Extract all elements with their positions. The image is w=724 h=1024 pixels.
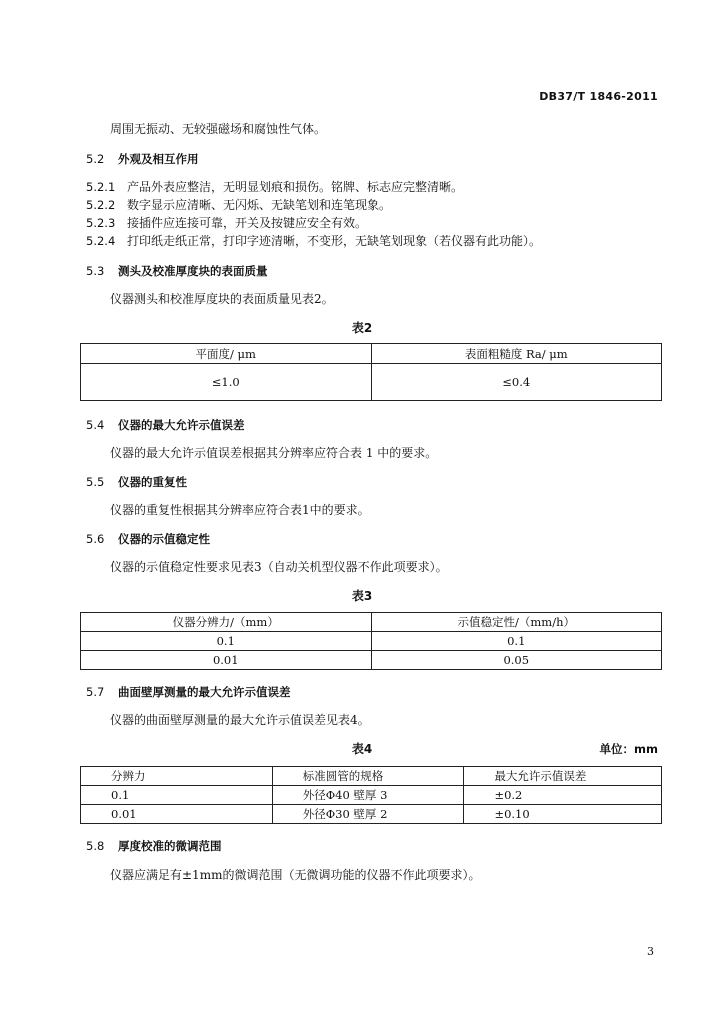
section-title: 外观及相互作用 [118, 152, 199, 166]
clause-number: 5.2.4 [86, 234, 116, 248]
clause-text: 产品外表应整洁，无明显划痕和损伤。铭牌、标志应完整清晰。 [127, 180, 464, 194]
clause-number: 5.2.1 [86, 180, 116, 194]
table-cell: 0.1 [81, 786, 273, 805]
section-5-5-heading [86, 474, 187, 490]
table-cell: 0.1 [371, 632, 662, 651]
table-row [81, 364, 662, 401]
table-row [81, 786, 662, 805]
section-5-7-body: 仪器的曲面壁厚测量的最大允许示值误差见表4。 [110, 713, 370, 727]
table-cell: ≤0.4 [371, 364, 662, 401]
table-header-cell: 仪器分辨力/（mm） [81, 613, 372, 632]
page-number: 3 [647, 945, 654, 958]
section-number: 5.8 [86, 839, 105, 853]
table-header-row [81, 613, 662, 632]
section-title: 测头及校准厚度块的表面质量 [118, 264, 268, 278]
section-5-4-body: 仪器的最大允许示值误差根据其分辨率应符合表 1 中的要求。 [110, 446, 438, 460]
table-header-cell: 平面度/ μm [81, 344, 372, 364]
clause-text: 接插件应连接可靠，开关及按键应安全有效。 [127, 216, 368, 230]
clause-number: 5.2.2 [86, 198, 116, 212]
table-header-cell: 分辨力 [81, 767, 273, 786]
intro-line: 周围无振动、无较强磁场和腐蚀性气体。 [110, 122, 327, 136]
table-4-caption: 表4 [351, 742, 373, 756]
table-header-cell: 示值稳定性/（mm/h） [371, 613, 662, 632]
section-title: 仪器的重复性 [118, 475, 187, 489]
table-cell: 0.1 [81, 632, 372, 651]
table-4 [80, 766, 662, 824]
table-header-cell: 表面粗糙度 Ra/ μm [371, 344, 662, 364]
table-3 [80, 612, 662, 670]
section-number: 5.4 [86, 418, 105, 432]
section-title: 仪器的示值稳定性 [118, 532, 210, 546]
section-5-4-heading [86, 417, 245, 433]
clause-5-2-4 [86, 232, 541, 249]
section-5-8-body: 仪器应满足有±1mm的微调范围（无微调功能的仪器不作此项要求）。 [110, 868, 481, 882]
table-4-unit: 单位：mm [599, 742, 658, 756]
clause-number: 5.2.3 [86, 216, 116, 230]
section-5-3-body: 仪器测头和校准厚度块的表面质量见表2。 [110, 292, 334, 306]
table-3-caption: 表3 [351, 589, 373, 603]
table-row [81, 632, 662, 651]
section-5-6-body: 仪器的示值稳定性要求见表3（自动关机型仪器不作此项要求）。 [110, 560, 448, 574]
clause-5-2-3 [86, 214, 367, 231]
table-header-row [81, 344, 662, 364]
table-cell: ±0.2 [464, 786, 662, 805]
clause-5-2-1 [86, 178, 463, 195]
table-cell: 外径Φ30 壁厚 2 [272, 805, 464, 824]
clause-5-2-2 [86, 196, 391, 213]
table-cell: ≤1.0 [81, 364, 372, 401]
table-cell: 0.05 [371, 651, 662, 670]
table-header-cell: 标准圆管的规格 [272, 767, 464, 786]
section-5-6-heading [86, 531, 210, 547]
table-cell: 0.01 [81, 805, 273, 824]
table-cell: ±0.10 [464, 805, 662, 824]
table-cell: 外径Φ40 壁厚 3 [272, 786, 464, 805]
section-5-3-heading [86, 263, 268, 279]
section-5-2-heading [86, 151, 199, 167]
section-5-5-body: 仪器的重复性根据其分辨率应符合表1中的要求。 [110, 503, 370, 517]
clause-text: 数字显示应清晰、无闪烁、无缺笔划和连笔现象。 [127, 198, 392, 212]
section-number: 5.6 [86, 532, 105, 546]
section-number: 5.5 [86, 475, 105, 489]
table-header-row [81, 767, 662, 786]
section-title: 厚度校准的微调范围 [118, 839, 222, 853]
table-header-cell: 最大允许示值误差 [464, 767, 662, 786]
standard-code: DB37/T 1846-2011 [539, 90, 658, 103]
section-5-8-heading [86, 838, 222, 854]
section-title: 曲面壁厚测量的最大允许示值误差 [118, 685, 291, 699]
section-title: 仪器的最大允许示值误差 [118, 418, 245, 432]
section-number: 5.7 [86, 685, 105, 699]
table-cell: 0.01 [81, 651, 372, 670]
clause-text: 打印纸走纸正常，打印字迹清晰，不变形，无缺笔划现象（若仪器有此功能）。 [127, 234, 542, 248]
table-2 [80, 343, 662, 401]
table-2-caption: 表2 [351, 321, 373, 335]
table-row [81, 651, 662, 670]
table-row [81, 805, 662, 824]
section-5-7-heading [86, 684, 291, 700]
section-number: 5.3 [86, 264, 105, 278]
section-number: 5.2 [86, 152, 105, 166]
